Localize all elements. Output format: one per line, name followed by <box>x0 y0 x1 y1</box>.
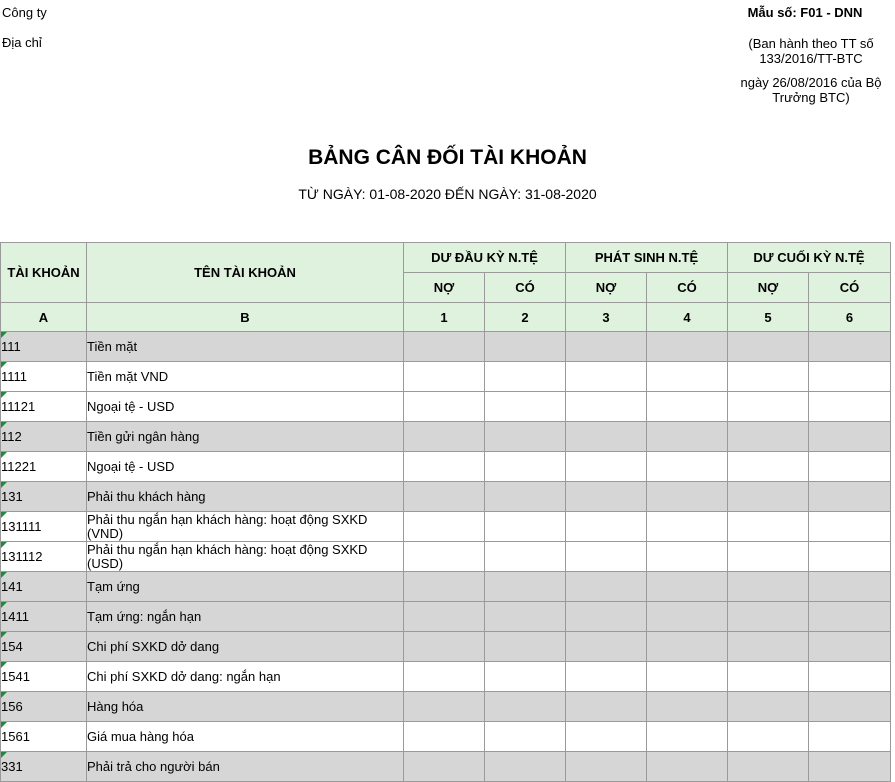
amount-cell[interactable] <box>404 392 485 422</box>
table-row <box>1 482 891 512</box>
header-closing-credit: CÓ <box>809 273 891 303</box>
amount-cell[interactable] <box>485 392 566 422</box>
trial-balance-table <box>0 242 891 782</box>
header-account-name: TÊN TÀI KHOẢN <box>87 243 404 303</box>
account-code-cell[interactable]: 1561 <box>1 722 87 752</box>
amount-cell[interactable] <box>485 542 566 572</box>
amount-cell[interactable] <box>647 362 728 392</box>
amount-cell[interactable] <box>566 602 647 632</box>
header-closing-balance: DƯ CUỐI KỲ N.TỆ <box>728 243 891 273</box>
account-name-cell[interactable]: Tiền mặt VND <box>87 362 404 392</box>
table-row <box>1 362 891 392</box>
column-index-cell: 2 <box>485 303 566 332</box>
column-index-cell: 3 <box>566 303 647 332</box>
amount-cell[interactable] <box>647 482 728 512</box>
account-name-cell[interactable]: Phải thu khách hàng <box>87 482 404 512</box>
amount-cell[interactable] <box>728 452 809 482</box>
account-code-cell[interactable]: 112 <box>1 422 87 452</box>
amount-cell[interactable] <box>809 452 891 482</box>
table-body <box>1 332 891 782</box>
amount-cell[interactable] <box>566 422 647 452</box>
table-row <box>1 452 891 482</box>
amount-cell[interactable] <box>485 512 566 542</box>
form-number: Mẫu số: F01 - DNN <box>747 5 863 20</box>
amount-cell[interactable] <box>404 572 485 602</box>
amount-cell[interactable] <box>728 542 809 572</box>
account-name-cell[interactable]: Phải trả cho người bán <box>87 752 404 782</box>
amount-cell[interactable] <box>404 722 485 752</box>
header-activity: PHÁT SINH N.TỆ <box>566 243 728 273</box>
amount-cell[interactable] <box>566 452 647 482</box>
amount-cell[interactable] <box>728 662 809 692</box>
amount-cell[interactable] <box>404 482 485 512</box>
amount-cell[interactable] <box>728 722 809 752</box>
account-code-cell[interactable]: 131112 <box>1 542 87 572</box>
account-name-cell[interactable]: Chi phí SXKD dở dang <box>87 632 404 662</box>
header-account: TÀI KHOẢN <box>1 243 87 303</box>
account-name-cell[interactable]: Hàng hóa <box>87 692 404 722</box>
amount-cell[interactable] <box>566 362 647 392</box>
table-row <box>1 392 891 422</box>
amount-cell[interactable] <box>485 722 566 752</box>
account-name-cell[interactable]: Ngoại tệ - USD <box>87 452 404 482</box>
amount-cell[interactable] <box>404 692 485 722</box>
amount-cell[interactable] <box>809 572 891 602</box>
amount-cell[interactable] <box>647 632 728 662</box>
header-closing-debit: NỢ <box>728 273 809 303</box>
amount-cell[interactable] <box>809 482 891 512</box>
amount-cell[interactable] <box>566 572 647 602</box>
amount-cell[interactable] <box>809 722 891 752</box>
amount-cell[interactable] <box>728 692 809 722</box>
table-row <box>1 512 891 542</box>
amount-cell[interactable] <box>647 722 728 752</box>
table-row <box>1 632 891 662</box>
amount-cell[interactable] <box>404 332 485 362</box>
account-name-cell[interactable]: Chi phí SXKD dở dang: ngắn hạn <box>87 662 404 692</box>
amount-cell[interactable] <box>728 392 809 422</box>
amount-cell[interactable] <box>809 422 891 452</box>
account-code-cell[interactable]: 1411 <box>1 602 87 632</box>
column-index-cell: 5 <box>728 303 809 332</box>
amount-cell[interactable] <box>404 662 485 692</box>
report-period: TỪ NGÀY: 01-08-2020 ĐẾN NGÀY: 31-08-2020 <box>298 186 597 202</box>
account-code-cell[interactable]: 1111 <box>1 362 87 392</box>
account-code-cell[interactable]: 154 <box>1 632 87 662</box>
column-index-cell: B <box>87 303 404 332</box>
table-row <box>1 332 891 362</box>
amount-cell[interactable] <box>728 602 809 632</box>
amount-cell[interactable] <box>566 512 647 542</box>
amount-cell[interactable] <box>566 752 647 782</box>
account-name-cell[interactable]: Tiền gửi ngân hàng <box>87 422 404 452</box>
amount-cell[interactable] <box>485 332 566 362</box>
table-row <box>1 722 891 752</box>
amount-cell[interactable] <box>485 692 566 722</box>
account-code-cell[interactable]: 11121 <box>1 392 87 422</box>
amount-cell[interactable] <box>728 422 809 452</box>
amount-cell[interactable] <box>566 392 647 422</box>
amount-cell[interactable] <box>485 572 566 602</box>
amount-cell[interactable] <box>809 602 891 632</box>
amount-cell[interactable] <box>404 752 485 782</box>
amount-cell[interactable] <box>485 632 566 662</box>
account-code-cell[interactable]: 141 <box>1 572 87 602</box>
table-row <box>1 602 891 632</box>
amount-cell[interactable] <box>404 632 485 662</box>
table-row <box>1 422 891 452</box>
amount-cell[interactable] <box>728 332 809 362</box>
amount-cell[interactable] <box>566 692 647 722</box>
amount-cell[interactable] <box>566 722 647 752</box>
amount-cell[interactable] <box>809 752 891 782</box>
amount-cell[interactable] <box>809 332 891 362</box>
report-title: BẢNG CÂN ĐỐI TÀI KHOẢN <box>308 146 587 169</box>
account-code-cell[interactable]: 331 <box>1 752 87 782</box>
account-name-cell[interactable]: Tạm ứng <box>87 572 404 602</box>
amount-cell[interactable] <box>647 572 728 602</box>
column-index-row <box>1 303 891 332</box>
amount-cell[interactable] <box>809 362 891 392</box>
amount-cell[interactable] <box>566 662 647 692</box>
account-code-cell[interactable]: 111 <box>1 332 87 362</box>
amount-cell[interactable] <box>809 542 891 572</box>
account-code-cell[interactable]: 131111 <box>1 512 87 542</box>
amount-cell[interactable] <box>647 752 728 782</box>
amount-cell[interactable] <box>566 632 647 662</box>
amount-cell[interactable] <box>404 422 485 452</box>
amount-cell[interactable] <box>404 602 485 632</box>
amount-cell[interactable] <box>566 482 647 512</box>
header-activity-debit: NỢ <box>566 273 647 303</box>
amount-cell[interactable] <box>728 512 809 542</box>
amount-cell[interactable] <box>647 512 728 542</box>
amount-cell[interactable] <box>404 452 485 482</box>
amount-cell[interactable] <box>647 692 728 722</box>
amount-cell[interactable] <box>647 542 728 572</box>
amount-cell[interactable] <box>485 752 566 782</box>
amount-cell[interactable] <box>404 512 485 542</box>
amount-cell[interactable] <box>647 392 728 422</box>
amount-cell[interactable] <box>485 362 566 392</box>
amount-cell[interactable] <box>728 632 809 662</box>
amount-cell[interactable] <box>809 392 891 422</box>
column-index-cell: 4 <box>647 303 728 332</box>
column-index-cell: A <box>1 303 87 332</box>
amount-cell[interactable] <box>485 422 566 452</box>
amount-cell[interactable] <box>647 332 728 362</box>
amount-cell[interactable] <box>809 662 891 692</box>
table-row <box>1 542 891 572</box>
amount-cell[interactable] <box>809 692 891 722</box>
account-name-cell[interactable]: Giá mua hàng hóa <box>87 722 404 752</box>
amount-cell[interactable] <box>485 452 566 482</box>
account-name-cell[interactable]: Tạm ứng: ngắn hạn <box>87 602 404 632</box>
amount-cell[interactable] <box>809 632 891 662</box>
amount-cell[interactable] <box>404 362 485 392</box>
account-name-cell[interactable]: Ngoại tệ - USD <box>87 392 404 422</box>
account-code-cell[interactable]: 11221 <box>1 452 87 482</box>
issued-by-line1: (Ban hành theo TT số 133/2016/TT-BTC <box>748 36 874 66</box>
table-row <box>1 662 891 692</box>
amount-cell[interactable] <box>728 572 809 602</box>
column-index-cell: 1 <box>404 303 485 332</box>
account-code-cell[interactable]: 156 <box>1 692 87 722</box>
account-name-cell[interactable]: Tiền mặt <box>87 332 404 362</box>
address-label: Địa chỉ <box>2 35 42 50</box>
amount-cell[interactable] <box>485 662 566 692</box>
account-name-cell[interactable]: Phải thu ngắn hạn khách hàng: hoạt động SXKD (USD) <box>87 542 404 572</box>
amount-cell[interactable] <box>728 752 809 782</box>
header-opening-debit: NỢ <box>404 273 485 303</box>
table-row <box>1 572 891 602</box>
amount-cell[interactable] <box>647 422 728 452</box>
amount-cell[interactable] <box>728 482 809 512</box>
amount-cell[interactable] <box>485 602 566 632</box>
table-row <box>1 692 891 722</box>
header-activity-credit: CÓ <box>647 273 728 303</box>
column-index-cell: 6 <box>809 303 891 332</box>
account-name-cell[interactable]: Phải thu ngắn hạn khách hàng: hoạt động SXKD (VND) <box>87 512 404 542</box>
table-row <box>1 752 891 782</box>
header-opening-balance: DƯ ĐẦU KỲ N.TỆ <box>404 243 566 273</box>
issued-by-line2: ngày 26/08/2016 của Bộ Trưởng BTC) <box>740 75 882 105</box>
amount-cell[interactable] <box>728 362 809 392</box>
amount-cell[interactable] <box>647 602 728 632</box>
amount-cell[interactable] <box>566 332 647 362</box>
amount-cell[interactable] <box>647 662 728 692</box>
company-label: Công ty <box>2 5 47 20</box>
amount-cell[interactable] <box>566 542 647 572</box>
amount-cell[interactable] <box>647 452 728 482</box>
account-code-cell[interactable]: 131 <box>1 482 87 512</box>
header-opening-credit: CÓ <box>485 273 566 303</box>
amount-cell[interactable] <box>809 512 891 542</box>
amount-cell[interactable] <box>485 482 566 512</box>
amount-cell[interactable] <box>404 542 485 572</box>
account-code-cell[interactable]: 1541 <box>1 662 87 692</box>
